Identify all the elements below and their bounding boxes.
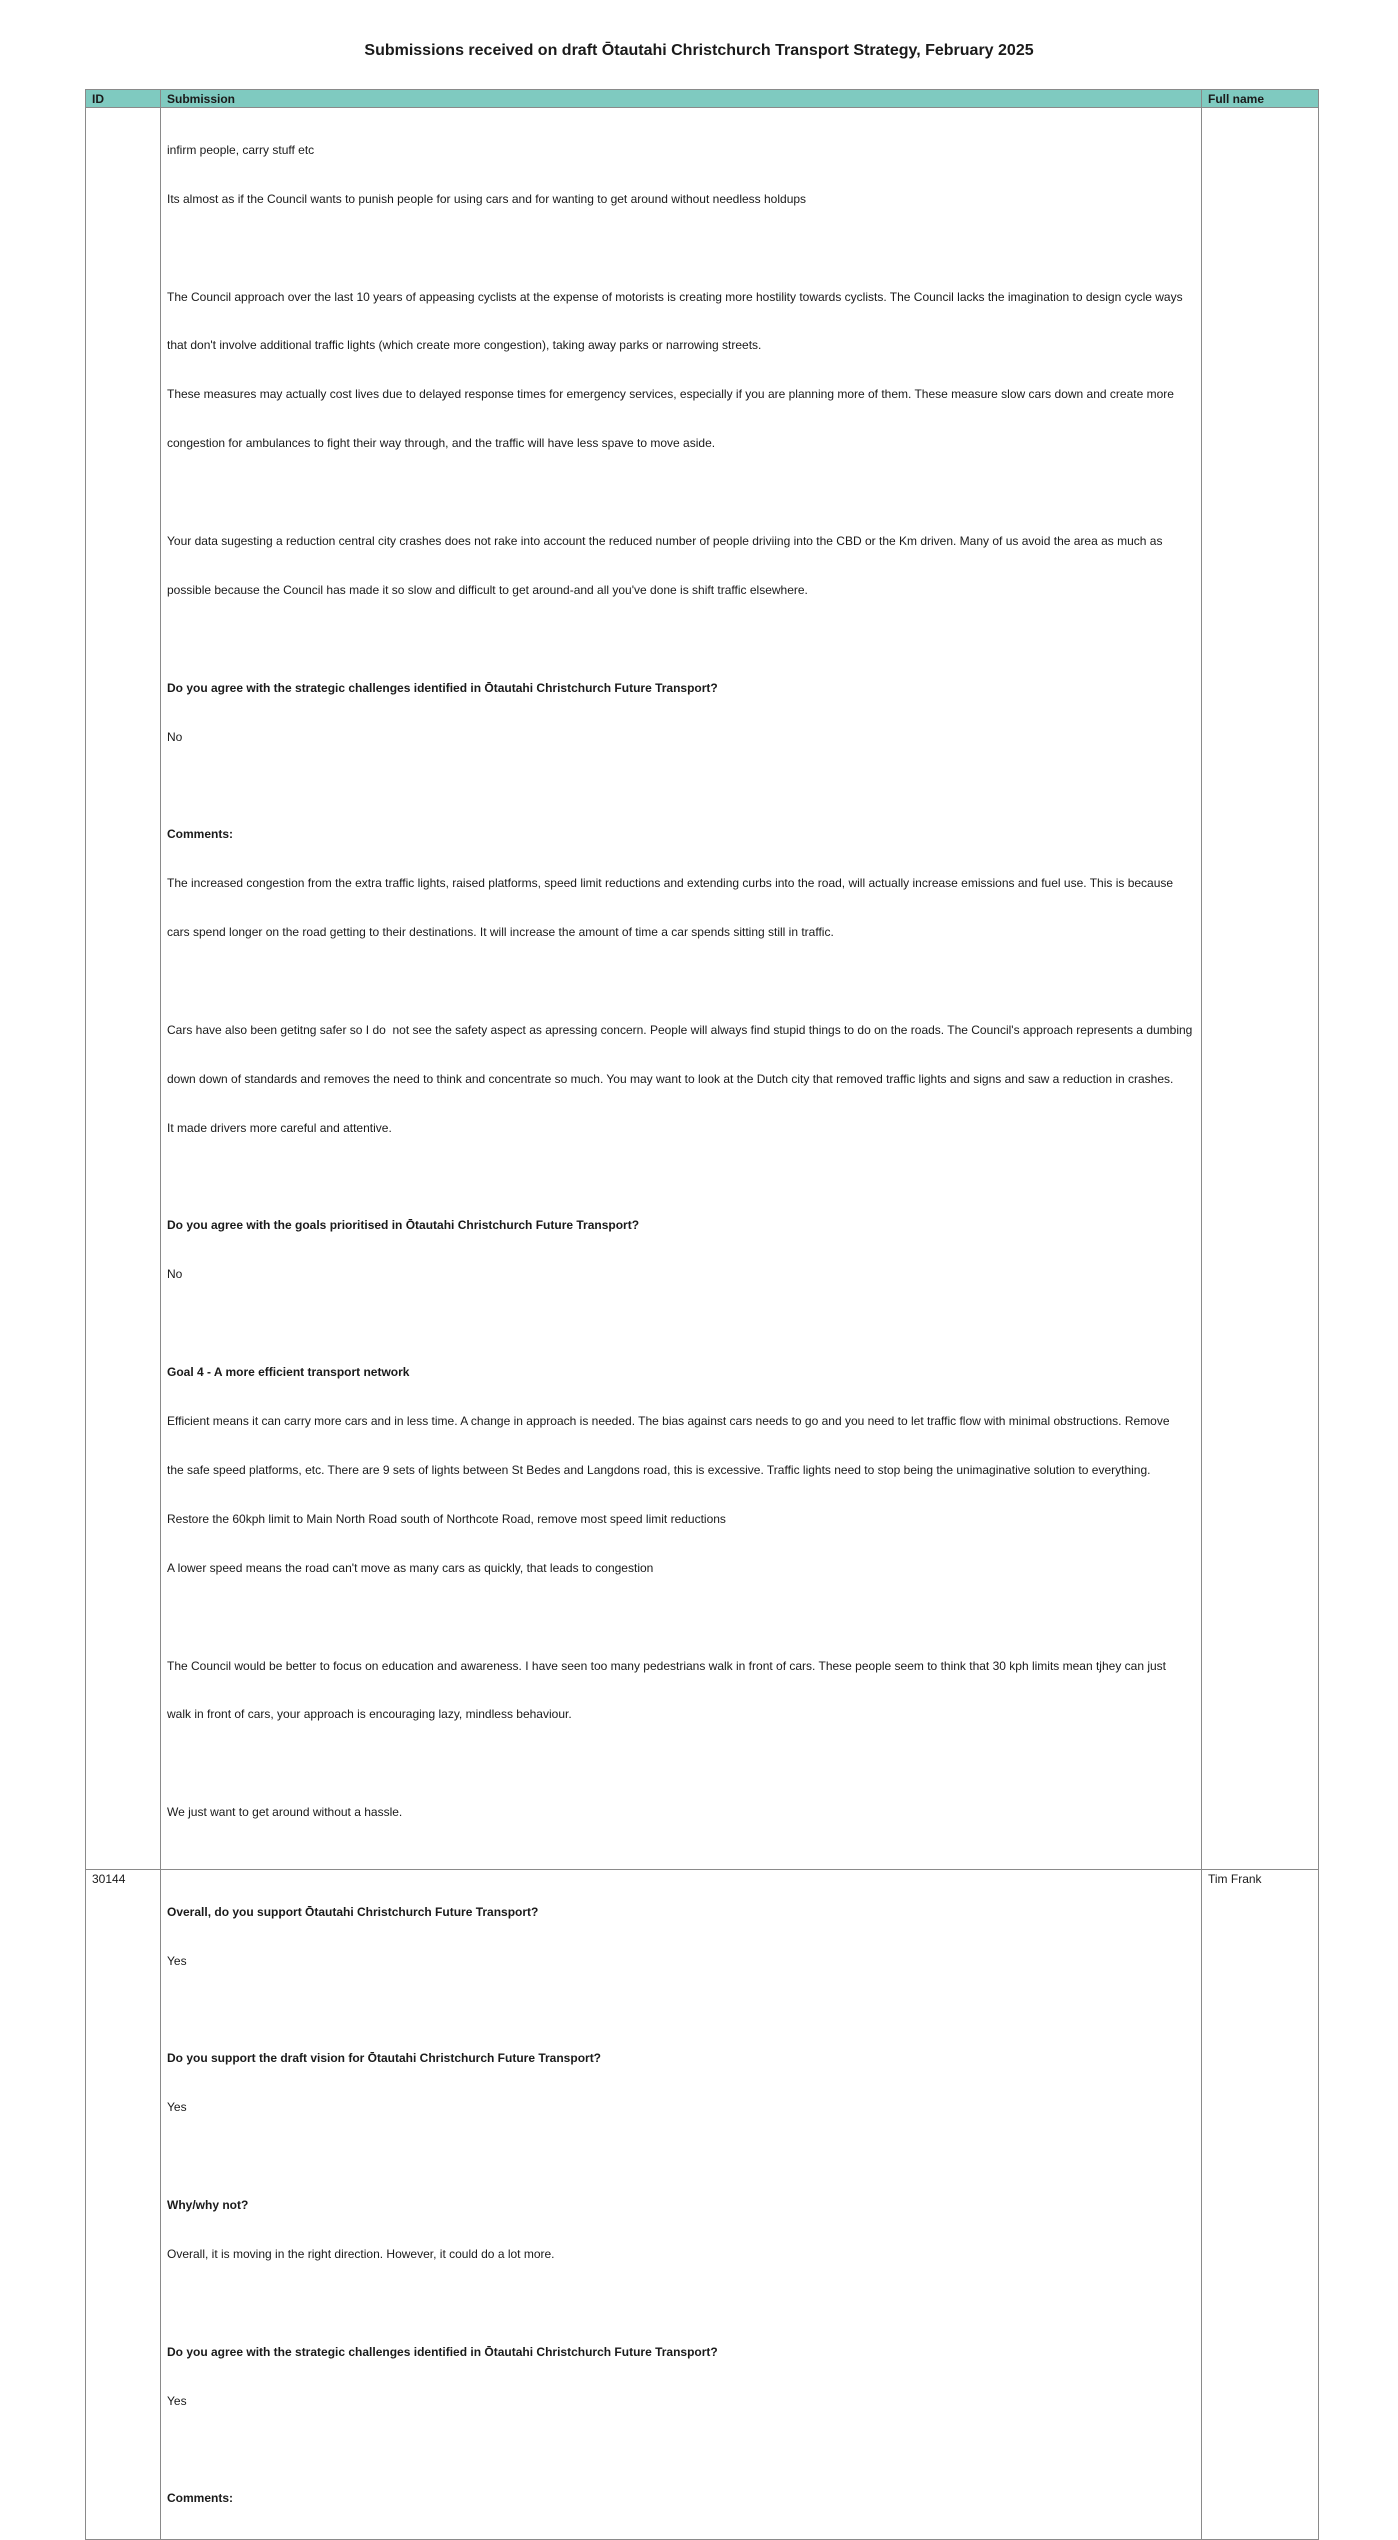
answer-text: Yes xyxy=(167,2100,187,2115)
text-line: that don't involve additional traffic lights (which create more congestion), taking away parks or narrowing streets. xyxy=(167,338,762,353)
text-line: walk in front of cars, your approach is encouraging lazy, mindless behaviour. xyxy=(167,1707,572,1722)
text-line: infirm people, carry stuff etc xyxy=(167,142,315,157)
question-label: Comments: xyxy=(167,827,234,842)
question-block xyxy=(167,2164,1195,2294)
column-header-id: ID xyxy=(86,90,161,108)
text-line: congestion for ambulances to fight their way through, and the traffic will have less spave to move aside. xyxy=(167,436,716,451)
text-line: down down of standards and removes the need to think and concentrate so much. You may want to look at the Dutch city that removed traffic lights and signs and saw a reduction in crashes. xyxy=(167,1071,1174,1086)
question-block xyxy=(167,647,1195,777)
full-name-cell: Tim Frank xyxy=(1202,1870,1319,2540)
text-line: the safe speed platforms, etc. There are 9 sets of lights between St Bedes and Langdons road, this is excessive. Traffic lights need to stop being the unimaginative solution to everything. xyxy=(167,1462,1151,1477)
question-label: Goal 4 - A more efficient transport network xyxy=(167,1365,410,1380)
submissions-table xyxy=(85,89,1319,2540)
paragraph xyxy=(167,109,1195,239)
text-line: A lower speed means the road can't move as many cars as quickly, that leads to congestion xyxy=(167,1560,654,1575)
table-header-row xyxy=(86,90,1319,108)
paragraph xyxy=(167,256,1195,484)
paragraph xyxy=(167,1625,1195,1755)
paragraph xyxy=(167,1772,1195,1853)
question-label: Why/why not? xyxy=(167,2198,249,2212)
column-header-submission: Submission xyxy=(161,90,1202,108)
question-block xyxy=(167,2018,1195,2148)
goal-block xyxy=(167,1332,1195,1609)
table-row xyxy=(86,108,1319,1870)
full-name-cell xyxy=(1202,108,1319,1870)
text-line: These measures may actually cost lives due to delayed response times for emergency services, especially if you are planning more of them. These measure slow cars down and create more xyxy=(167,387,1174,402)
comments-block xyxy=(167,2458,1195,2539)
text-line: Restore the 60kph limit to Main North Road south of Northcote Road, remove most speed limit reductions xyxy=(167,1511,726,1526)
text-line: The Council would be better to focus on education and awareness. I have seen too many pedestrians walk in front of cars. These people seem to think that 30 kph limits mean tjhey can just xyxy=(167,1658,1167,1673)
document-title: Submissions received on draft Ōtautahi Christchurch Transport Strategy, February 2025 xyxy=(364,42,1034,59)
text-line: We just want to get around without a hassle. xyxy=(167,1805,403,1820)
answer-text: Overall, it is moving in the right direction. However, it could do a lot more. xyxy=(167,2246,555,2261)
text-line: Your data sugesting a reduction central city crashes does not rake into account the reduced number of people driviing into the CBD or the Km driven. Many of us avoid the area as much as xyxy=(167,534,1163,549)
question-label: Overall, do you support Ōtautahi Christchurch Future Transport? xyxy=(167,1904,539,1919)
question-label: Comments: xyxy=(167,2491,234,2506)
answer-text: No xyxy=(167,1267,183,1282)
submission-id-cell xyxy=(86,108,161,1870)
column-header-full-name: Full name xyxy=(1202,90,1319,108)
answer-text: Yes xyxy=(167,2393,187,2408)
text-line: cars spend longer on the road getting to their destinations. It will increase the amount of time a car spends sitting still in traffic. xyxy=(167,925,834,940)
text-line: Its almost as if the Council wants to punish people for using cars and for wanting to get around without needless holdups xyxy=(167,191,807,206)
paragraph xyxy=(167,500,1195,630)
table-row xyxy=(86,1870,1319,2540)
submission-id-cell: 30144 xyxy=(86,1870,161,2540)
question-label: Do you agree with the strategic challenges identified in Ōtautahi Christchurch Future Transport? xyxy=(167,2344,718,2359)
question-label: Do you agree with the goals prioritised in Ōtautahi Christchurch Future Transport? xyxy=(167,1218,640,1233)
question-label: Do you agree with the strategic challenges identified in Ōtautahi Christchurch Future Transport? xyxy=(167,680,718,695)
text-line: The increased congestion from the extra traffic lights, raised platforms, speed limit reductions and extending curbs into the road, will actually increase emissions and fuel use. This is because xyxy=(167,876,1174,891)
question-block xyxy=(167,1871,1195,2001)
question-block xyxy=(167,2311,1195,2441)
submission-text-cell xyxy=(161,1870,1202,2540)
text-line: Cars have also been getitng safer so I do not see the safety aspect as apressing concern. People will always find stupid things to do on the roads. The Council's approach represents a dumbing xyxy=(167,1022,1193,1037)
comments-block xyxy=(167,794,1195,973)
text-line: possible because the Council has made it so slow and difficult to get around-and all you've done is shift traffic elsewhere. xyxy=(167,582,808,597)
text-line: It made drivers more careful and attentive. xyxy=(167,1120,392,1135)
answer-text: No xyxy=(167,729,183,744)
text-line: Efficient means it can carry more cars and in less time. A change in approach is needed. The bias against cars needs to go and you need to let traffic flow with minimal obstructions. Remove xyxy=(167,1414,1170,1429)
answer-text: Yes xyxy=(167,1953,187,1968)
text-line: The Council approach over the last 10 years of appeasing cyclists at the expense of motorists is creating more hostility towards cyclists. The Council lacks the imagination to design cycle ways xyxy=(167,289,1183,304)
submission-text-cell xyxy=(161,108,1202,1870)
paragraph xyxy=(167,989,1195,1168)
question-label: Do you support the draft vision for Ōtautahi Christchurch Future Transport? xyxy=(167,2051,602,2066)
question-block xyxy=(167,1185,1195,1315)
